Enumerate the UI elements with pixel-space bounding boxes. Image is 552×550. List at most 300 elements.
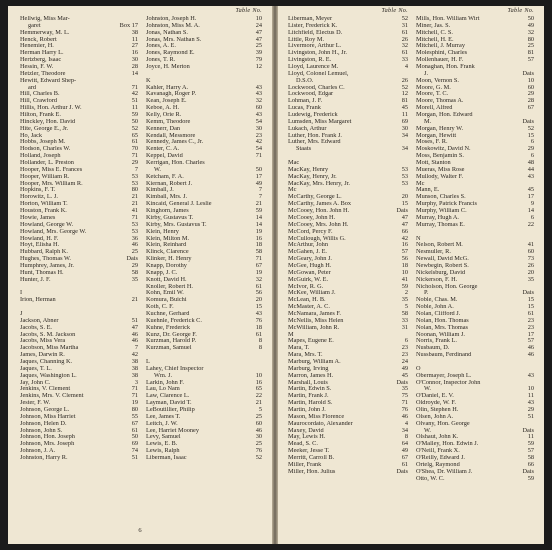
guest-name: Obermayer, Joseph L.	[416, 372, 472, 379]
guest-name: Hopkins, F. T.	[20, 187, 56, 194]
guest-entry	[146, 242, 262, 249]
guest-name: Ludewig, Frederick	[288, 112, 338, 119]
table-number: 56	[255, 289, 262, 297]
guest-name: W.	[154, 166, 161, 173]
guest-entry	[20, 428, 138, 435]
table-number: 52	[401, 15, 408, 22]
guest-entry	[20, 332, 138, 339]
guest-name: Nicholson, Hon. George	[416, 283, 478, 290]
guest-name: Oldroyde, W. F.	[416, 400, 456, 407]
guest-name: James, Darwin R.	[20, 352, 65, 359]
guest-entry	[416, 441, 534, 448]
guest-name: Little, Roy M.	[288, 36, 325, 43]
table-number: 53	[131, 179, 138, 187]
guest-entry	[416, 146, 534, 153]
table-number: 35	[401, 385, 408, 393]
table-number: 6	[530, 138, 534, 146]
guest-name: Kean, Joseph E.	[146, 98, 187, 105]
guest-entry	[416, 338, 534, 345]
table-number: 69	[401, 117, 408, 125]
guest-entry	[146, 64, 262, 71]
guest-entry	[20, 297, 138, 304]
guest-name: Hodson, Charles W.	[20, 146, 71, 153]
guest-name: Nussbaum, Ferdinand	[416, 352, 472, 359]
table-number: 49	[527, 21, 534, 29]
guest-entry	[20, 256, 138, 263]
guest-entry	[20, 208, 138, 215]
section-letter-text: Mac	[288, 160, 300, 167]
guest-name: Lee, Harriet Mooney	[146, 427, 199, 434]
guest-entry	[288, 133, 408, 140]
guest-entry	[416, 85, 534, 92]
guest-entry	[20, 386, 138, 393]
guest-name: McGowan, Peter	[288, 269, 331, 276]
guest-entry	[20, 37, 138, 44]
guest-name: Johnson, John S.	[20, 427, 63, 434]
table-number: 42	[131, 90, 138, 98]
guest-name: Noble, Chas. M.	[416, 297, 458, 304]
guest-name: Newbegin, Robert S.	[416, 262, 469, 269]
table-number: 50	[255, 165, 262, 173]
guest-entry	[416, 400, 534, 407]
guest-name: Jaques, Washington L.	[20, 372, 77, 379]
table-number: 69	[131, 440, 138, 448]
left-page-column-1	[20, 6, 138, 462]
guest-name: Monaghan, Hon. Frank	[416, 64, 475, 71]
guest-name: Johnson, Mrs. Joseph	[20, 441, 75, 448]
table-number: 42	[401, 234, 408, 242]
guest-name: Kimball, Mrs. J.	[146, 194, 188, 201]
guest-entry	[416, 332, 534, 339]
guest-name: Morgan, Hon. Edward	[416, 112, 473, 119]
guest-name: Howland, Mrs. George W.	[20, 228, 87, 235]
guest-entry	[416, 434, 534, 441]
table-number: 46	[401, 412, 408, 420]
guest-entry	[288, 428, 408, 435]
guest-entry	[288, 50, 408, 57]
guest-name: Knoller, Robert H.	[146, 283, 193, 290]
guest-entry	[288, 126, 408, 133]
table-number: 66	[527, 460, 534, 468]
guest-entry	[288, 174, 408, 181]
guest-entry	[146, 30, 262, 37]
guest-entry	[416, 112, 534, 119]
table-number: Dais	[522, 69, 534, 77]
table-number: 12	[255, 63, 262, 71]
guest-name: P.	[424, 290, 429, 297]
table-number: 16	[255, 378, 262, 386]
table-number: 61	[255, 282, 262, 290]
section-letter	[416, 236, 534, 243]
table-number: 11	[401, 111, 408, 119]
guest-entry	[20, 43, 138, 50]
guest-name: Morgan, Hewitt	[416, 132, 457, 139]
table-number: 5	[258, 405, 262, 413]
guest-entry	[20, 215, 138, 222]
table-number: 26	[527, 261, 534, 269]
guest-name: Johnston, Harry R.	[20, 455, 68, 461]
guest-entry	[20, 85, 138, 92]
guest-entry	[20, 304, 138, 311]
guest-name: Johnson, Hon. Joseph	[20, 434, 75, 441]
guest-name: Lewis, Ralph	[146, 448, 180, 455]
guest-entry	[146, 380, 262, 387]
guest-name: Maxey, David	[288, 427, 324, 434]
table-number: 71	[131, 83, 138, 91]
guest-entry	[20, 263, 138, 270]
guest-name: Hillis, Hon. Arthur J. W.	[20, 105, 82, 112]
table-number: 51	[527, 412, 534, 420]
guest-name: Lloyd, Laurence M.	[288, 64, 339, 71]
table-number: 21	[131, 193, 138, 201]
guest-name: Murphy, Patrick Francis	[416, 201, 477, 208]
guest-name: Otto, W. C.	[416, 475, 445, 482]
guest-name: Liberman, Isaac	[146, 455, 187, 461]
guest-name: Hobbs, Joseph M.	[20, 139, 66, 146]
table-number: 15	[527, 296, 534, 304]
table-number: Dais	[126, 255, 138, 263]
guest-name: Kuehnle, Frederick C.	[146, 317, 202, 324]
table-number: 53	[401, 165, 408, 173]
table-number: 59	[527, 440, 534, 448]
table-number: 71	[401, 399, 408, 407]
guest-name: McNamara, James F.	[288, 310, 342, 317]
guest-entry	[288, 263, 408, 270]
guest-name: Klein, Milton M.	[146, 235, 190, 242]
table-number: 47	[255, 35, 262, 43]
guest-name: Newall, David McG.	[416, 256, 469, 263]
table-number: 54	[255, 117, 262, 125]
guest-name: Kincaid, General J. Leslie	[146, 201, 212, 208]
table-number: 19	[255, 227, 262, 235]
guest-entry	[416, 380, 534, 387]
table-number: 60	[527, 83, 534, 91]
guest-entry	[416, 462, 534, 469]
table-number: 20	[255, 296, 262, 304]
guest-entry	[288, 43, 408, 50]
table-number: 11	[131, 104, 138, 112]
guest-name: Jones, Raymond E.	[146, 50, 195, 57]
guest-entry	[288, 146, 408, 153]
table-number: 2	[404, 289, 408, 297]
table-number: 71	[131, 385, 138, 393]
guest-entry	[416, 71, 534, 78]
guest-name: McCullough, Willis G.	[288, 235, 346, 242]
guest-name: Layman, David T.	[146, 400, 192, 407]
table-number: 81	[401, 97, 408, 105]
guest-entry	[416, 373, 534, 380]
guest-entry	[288, 78, 408, 85]
guest-entry	[146, 277, 262, 284]
table-number: 25	[255, 42, 262, 50]
guest-name: Lister, Frederick K.	[288, 22, 338, 29]
table-number: 21	[131, 200, 138, 208]
table-number: 18	[255, 241, 262, 249]
guest-name: Lloyd, Colonel Lemuel,	[288, 70, 349, 77]
guest-entry	[20, 57, 138, 64]
table-number: 20	[527, 268, 534, 276]
table-number: 53	[401, 179, 408, 187]
guest-entry	[20, 194, 138, 201]
guest-name: Klinck, Clarence	[146, 249, 189, 256]
table-number: 47	[255, 28, 262, 36]
guest-entry	[20, 126, 138, 133]
guest-entry	[416, 78, 534, 85]
guest-entry	[146, 187, 262, 194]
table-number: 70	[131, 145, 138, 153]
guest-name: McCarthy, George L.	[288, 194, 342, 201]
guest-entry	[146, 345, 262, 352]
guest-entry	[146, 414, 262, 421]
table-number: 43	[527, 399, 534, 407]
table-number: 58	[255, 248, 262, 256]
table-number: 36	[131, 234, 138, 242]
guest-entry	[20, 284, 138, 291]
table-number: 6	[530, 152, 534, 160]
guest-name: Marron, James H.	[288, 372, 334, 379]
guest-name: McMaster, A. C.	[288, 304, 330, 311]
table-number: 47	[401, 220, 408, 228]
guest-entry	[20, 119, 138, 126]
guest-entry	[416, 311, 534, 318]
table-number: 57	[527, 56, 534, 64]
table-number: 14	[255, 220, 262, 228]
guest-name: Hollander, L. Preston	[20, 160, 74, 167]
guest-entry	[146, 441, 262, 448]
guest-name: Jaques, Channing K.	[20, 358, 73, 365]
guest-name: Kelly, Orie R.	[146, 112, 182, 119]
table-number: 64	[401, 440, 408, 448]
guest-name: Hellwig, Miss Mar-	[20, 16, 70, 22]
guest-entry	[416, 325, 534, 332]
table-number: 32	[255, 275, 262, 283]
guest-name: O'Malley, Hon. Edwin J.	[416, 441, 479, 448]
table-number: 4	[404, 63, 408, 71]
table-number: 16	[401, 241, 408, 249]
guest-name: McKee, William J.	[288, 290, 336, 297]
table-number: 35	[131, 275, 138, 283]
guest-name: McCord, Percy F.	[288, 228, 333, 235]
table-number: 38	[131, 364, 138, 372]
table-number: 21	[255, 399, 262, 407]
guest-entry	[288, 277, 408, 284]
guest-name: Irion, Herman	[20, 297, 56, 304]
guest-name: Hoyt, Elisha H.	[20, 242, 60, 249]
guest-name: Kurzman, Samuel	[146, 345, 192, 352]
table-number: 23	[401, 344, 408, 352]
table-number: 38	[131, 28, 138, 36]
guest-entry	[146, 421, 262, 428]
guest-name: Jones, A. E.	[146, 43, 176, 50]
guest-name: Humphrey, James, Jr.	[20, 262, 74, 269]
table-number: Dais	[396, 467, 408, 475]
table-number: 61	[401, 28, 408, 36]
guest-entry	[20, 352, 138, 359]
guest-name: Moon, Vernon S.	[416, 77, 459, 84]
guest-name: Murphy, William C.	[416, 208, 467, 215]
guest-name: Howland, H. F.	[20, 235, 59, 242]
guest-name: Jones, T. R.	[146, 57, 176, 64]
table-number: 41	[527, 241, 534, 249]
section-letter	[288, 187, 408, 194]
guest-name: Hughes, Thomas W.	[20, 256, 71, 263]
table-number: 57	[527, 337, 534, 345]
guest-entry	[288, 441, 408, 448]
guest-name: Lumsden, Miss Margaret	[288, 118, 352, 125]
guest-name: McCooey, John H.	[288, 214, 336, 221]
guest-entry	[20, 455, 138, 462]
guest-entry	[416, 469, 534, 476]
guest-name: Kiernan, Robert J.	[146, 180, 193, 187]
table-number: 71	[131, 213, 138, 221]
guest-name: McGahen, J. E.	[288, 249, 327, 256]
guest-entry	[288, 359, 408, 366]
guest-entry	[288, 270, 408, 277]
guest-entry	[416, 428, 534, 435]
guest-name: D.S.O.	[296, 77, 314, 84]
table-number: 71	[255, 255, 262, 263]
guest-name: Kunz, Dr. George F.	[146, 331, 197, 338]
guest-entry	[146, 119, 262, 126]
table-number: 30	[401, 124, 408, 132]
guest-name: Keboe, A. H.	[146, 105, 180, 112]
guest-entry	[146, 407, 262, 414]
guest-entry	[20, 153, 138, 160]
guest-name: Nolan, Mrs. Thomas	[416, 324, 469, 331]
left-page-column-2	[146, 6, 262, 462]
guest-entry	[146, 366, 262, 373]
guest-entry	[20, 242, 138, 249]
guest-name: Nusbaum, D.	[416, 345, 450, 352]
table-number: 71	[131, 392, 138, 400]
table-number: 6	[530, 213, 534, 221]
guest-name: McGeary, John J.	[288, 256, 333, 263]
section-letter	[416, 181, 534, 188]
guest-name: Hewitt, Edward Shep-	[20, 77, 77, 84]
table-number: 9	[530, 200, 534, 208]
guest-entry	[20, 325, 138, 332]
guest-name: Kohn, Emil W.	[146, 290, 184, 297]
guest-name: Hilton, Frank E.	[20, 112, 61, 119]
guest-entry	[288, 37, 408, 44]
guest-name: Leitch, J. W.	[146, 420, 178, 427]
guest-name: Jacobson, Miss Martha	[20, 345, 79, 352]
table-number: 20	[401, 193, 408, 201]
guest-entry	[146, 85, 262, 92]
guest-name: O'Connor, Inspector John	[416, 379, 481, 386]
guest-entry	[20, 78, 138, 85]
guest-entry	[288, 139, 408, 146]
guest-entry	[288, 407, 408, 414]
section-letter-text: K	[146, 77, 151, 84]
section-letter-text: O	[416, 365, 421, 372]
section-letter-text: L	[146, 358, 150, 365]
table-number: 29	[527, 405, 534, 413]
guest-name: Norris, Frank L.	[416, 338, 457, 345]
guest-entry	[416, 50, 534, 57]
page-number: 6	[138, 527, 142, 534]
guest-name: Kerrigan, Hon. Charles	[146, 160, 205, 167]
table-number: 7	[134, 344, 138, 352]
table-number: 28	[527, 97, 534, 105]
section-letter	[416, 366, 534, 373]
table-number: 17	[527, 330, 534, 338]
guest-entry	[20, 249, 138, 256]
guest-name: Johnston, Joseph H.	[146, 16, 197, 22]
table-number: 14	[131, 69, 138, 77]
guest-name: Hunt, Thomas H.	[20, 269, 64, 276]
guest-entry	[20, 277, 138, 284]
guest-entry	[146, 400, 262, 407]
table-number: 61	[401, 49, 408, 57]
table-number: 28	[131, 63, 138, 71]
table-number: 24	[255, 21, 262, 29]
guest-name: Komura, Buichi	[146, 297, 187, 304]
guest-name: Wm. J.	[154, 372, 173, 379]
section-letter	[288, 160, 408, 167]
guest-name: Mueras, Miss Rose	[416, 166, 465, 173]
section-letter-text: Mc	[288, 187, 297, 194]
table-number: 54	[255, 145, 262, 153]
guest-entry	[416, 16, 534, 23]
guest-name: Howland, George W.	[20, 221, 74, 228]
guest-name: McCooey, Mrs. John H.	[288, 221, 349, 228]
table-number: 59	[401, 282, 408, 290]
table-number: 45	[401, 371, 408, 379]
table-number: 74	[131, 447, 138, 455]
guest-name: Lewis, E. B.	[146, 441, 178, 448]
guest-name: Johnson, Helen D.	[20, 420, 67, 427]
guest-entry	[146, 181, 262, 188]
guest-name: Martin, Harold S.	[288, 400, 333, 407]
guest-entry	[416, 448, 534, 455]
table-number: 39	[255, 49, 262, 57]
guest-entry	[288, 462, 408, 469]
guest-name: Mara, Mrs. T.	[288, 352, 323, 359]
guest-name: Jacobs, Miss Vera	[20, 338, 66, 345]
right-page-column-2	[416, 6, 534, 482]
table-number: 43	[527, 371, 534, 379]
guest-entry	[416, 187, 534, 194]
guest-name: Murray, Hugh A.	[416, 214, 459, 221]
table-number: 8	[258, 344, 262, 352]
table-number: 29	[527, 90, 534, 98]
guest-entry	[288, 469, 408, 476]
guest-name: McCarthy, James A. Box	[288, 201, 352, 208]
guest-entry	[288, 380, 408, 387]
guest-name: Marburg, Irving	[288, 365, 329, 372]
guest-entry	[146, 146, 262, 153]
guest-name: Morell, Alfred	[416, 105, 453, 112]
guest-entry	[146, 16, 262, 23]
guest-name: Liberman, Meyer	[288, 16, 333, 22]
table-number: 14	[527, 207, 534, 215]
guest-entry	[288, 311, 408, 318]
table-number: 46	[527, 351, 534, 359]
guest-name: ard	[28, 84, 37, 91]
table-number: 24	[401, 357, 408, 365]
guest-name: Olsen, John A.	[416, 413, 454, 420]
guest-name: M.	[424, 118, 432, 125]
guest-name: McLean, H. B.	[288, 297, 326, 304]
guest-entry	[20, 187, 138, 194]
guest-name: Kuchne, Gerhard	[146, 310, 190, 317]
guest-entry	[288, 421, 408, 428]
guest-entry	[20, 105, 138, 112]
table-number: 18	[255, 323, 262, 331]
table-number: 50	[131, 433, 138, 441]
guest-name: Law, Clarence L.	[146, 393, 190, 400]
